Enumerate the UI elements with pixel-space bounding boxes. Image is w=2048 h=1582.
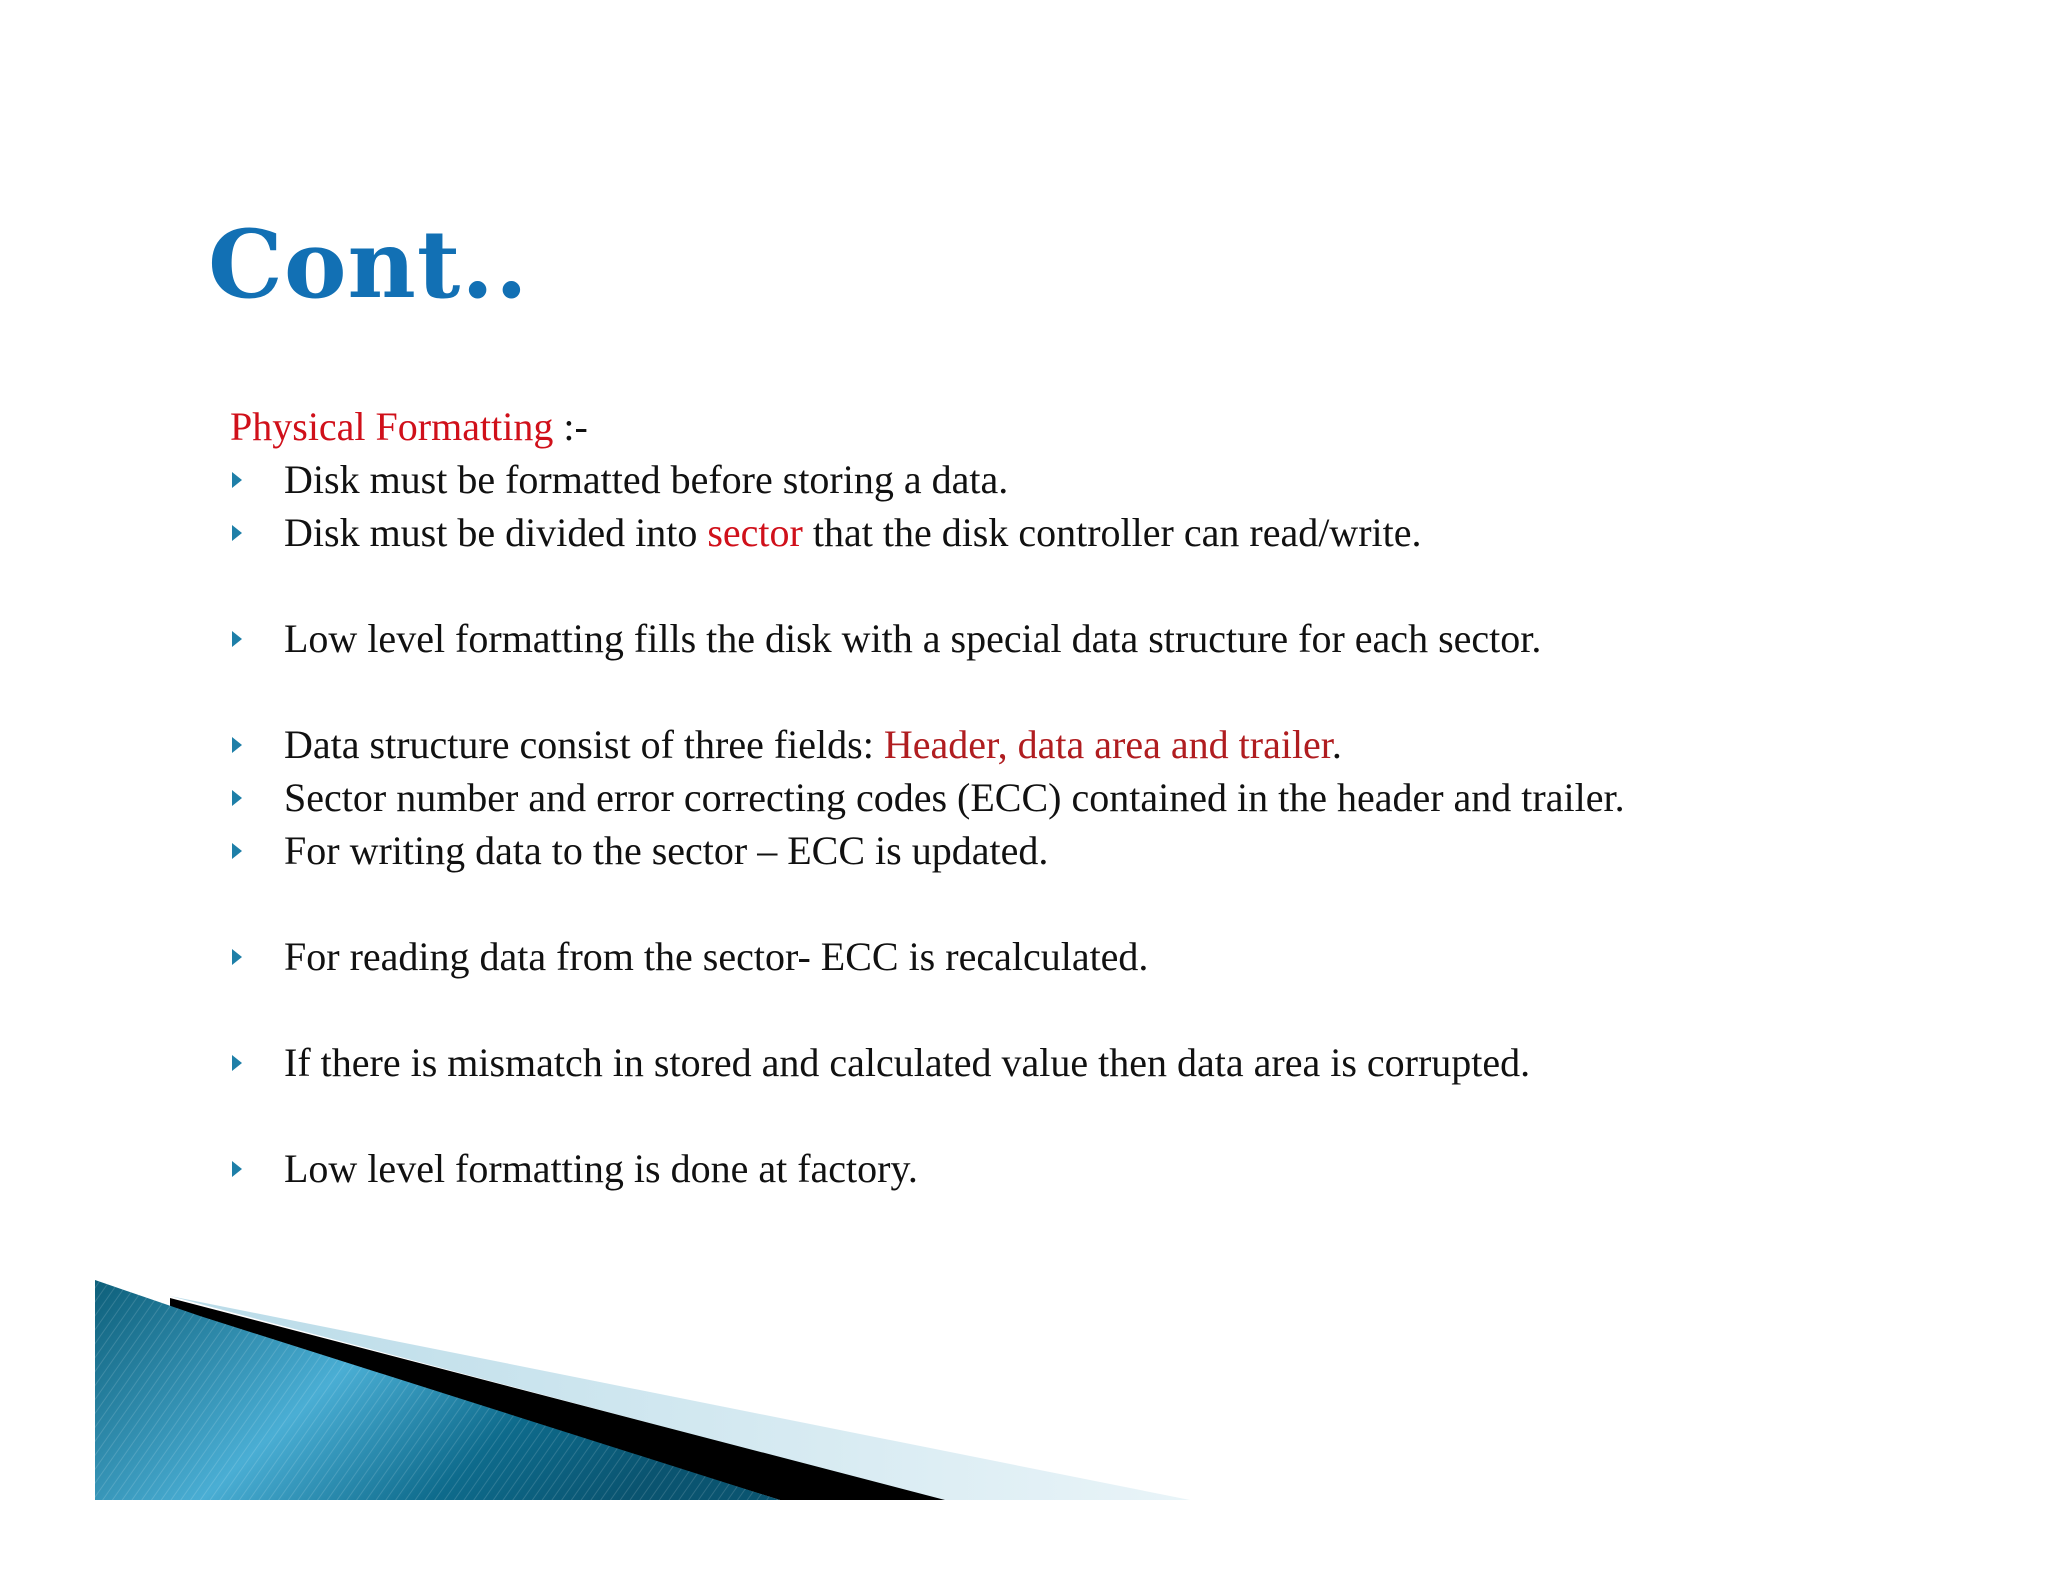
bullet-item xyxy=(230,506,1930,559)
bullet-item xyxy=(230,718,1930,771)
triangle-right-icon xyxy=(232,843,242,859)
triangle-right-icon xyxy=(232,737,242,753)
bullet-item xyxy=(230,1036,1930,1089)
slide-content xyxy=(230,400,1930,1195)
bullet-item xyxy=(230,453,1930,506)
slide-title: Cont.. xyxy=(208,210,529,320)
bullet-text-before: Data structure consist of three fields: xyxy=(284,722,884,767)
bullet-item xyxy=(230,612,1930,665)
bullet-highlight: Header, data area and trailer xyxy=(883,722,1332,767)
triangle-right-icon xyxy=(232,631,242,647)
bullet-text: For writing data to the sector – ECC is updated. xyxy=(284,828,1049,873)
triangle-right-icon xyxy=(232,949,242,965)
bullet-text: Disk must be formatted before storing a data. xyxy=(284,457,1009,502)
heading-suffix: :- xyxy=(553,404,588,449)
bullet-text: If there is mismatch in stored and calculated value then data area is corrupted. xyxy=(284,1040,1531,1085)
section-heading xyxy=(230,400,1930,453)
bullet-item xyxy=(230,930,1930,983)
triangle-right-icon xyxy=(232,1161,242,1177)
bullet-text: Low level formatting is done at factory. xyxy=(284,1146,918,1191)
triangle-right-icon xyxy=(232,472,242,488)
bullet-item xyxy=(230,1142,1930,1195)
bullet-highlight: sector xyxy=(707,510,803,555)
bullet-text: Sector number and error correcting codes (ECC) contained in the header and trailer. xyxy=(284,775,1625,820)
triangle-right-icon xyxy=(232,1055,242,1071)
triangle-right-icon xyxy=(232,525,242,541)
bullet-text: For reading data from the sector- ECC is recalculated. xyxy=(284,934,1149,979)
bullet-text-after: that the disk controller can read/write. xyxy=(802,510,1422,555)
bullet-item xyxy=(230,771,1930,824)
triangle-right-icon xyxy=(232,790,242,806)
bullet-text-before: Disk must be divided into xyxy=(284,510,708,555)
bullet-text-after: . xyxy=(1331,722,1342,767)
bullet-text: Low level formatting fills the disk with a special data structure for each sector. xyxy=(284,616,1542,661)
bullet-item xyxy=(230,824,1930,877)
heading-label: Physical Formatting xyxy=(230,404,554,449)
